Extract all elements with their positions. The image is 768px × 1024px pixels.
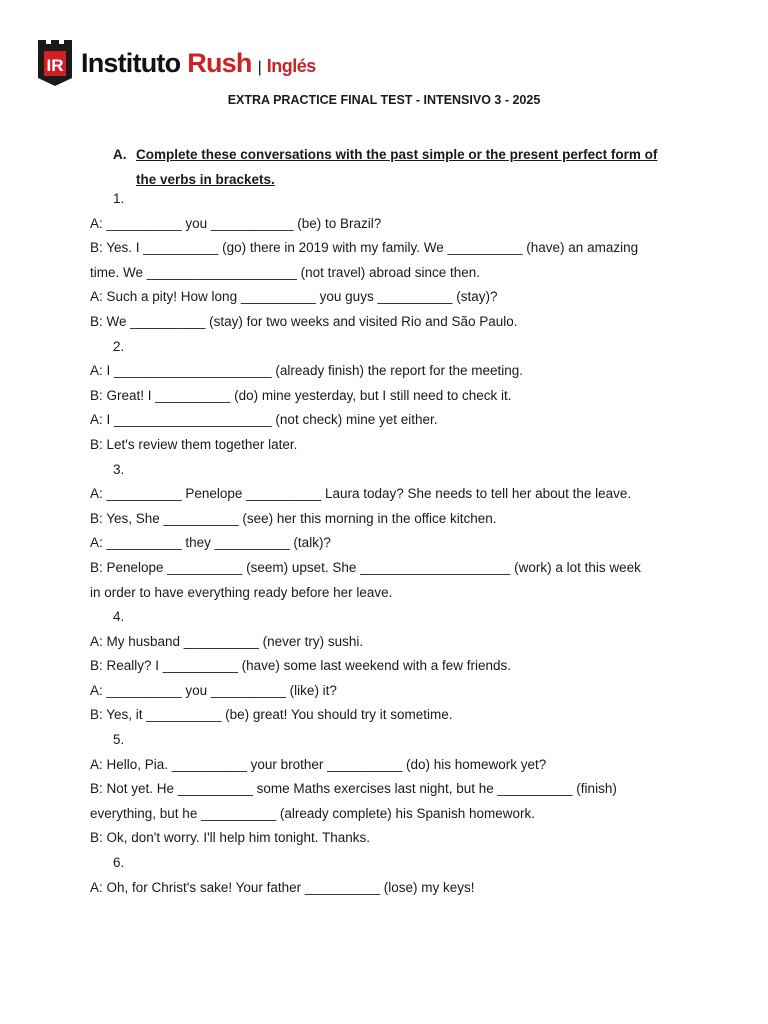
exercise-number: 6.	[113, 855, 125, 871]
dialogue-line: A: My husband __________ (never try) sushi.	[90, 633, 364, 649]
dialogue-line: B: Really? I __________ (have) some last weekend with a few friends.	[90, 658, 511, 674]
exercise-number: 1.	[113, 191, 125, 206]
brand-name: Instituto	[81, 47, 181, 78]
dialogue-line: B: Ok, don't worry. I'll help him tonight. Thanks.	[90, 830, 371, 846]
institute-logo	[38, 40, 72, 86]
dialogue-line: B: Great! I __________ (do) mine yesterday, but I still need to check it.	[90, 387, 512, 403]
section-instruction: Complete these conversations with the past simple or the present perfect form of the verbs in brackets.	[136, 147, 658, 187]
logo-text: IR	[46, 56, 64, 75]
brand	[81, 47, 316, 78]
dialogue-line: B: Let's review them together later.	[90, 436, 298, 452]
exercise-content	[90, 187, 690, 900]
exercise-number: 3.	[113, 461, 125, 477]
dialogue-line: A: I _____________________ (not check) mine yet either.	[90, 412, 438, 428]
brand-separator: |	[257, 58, 262, 76]
dialogue-line: A: Such a pity! How long __________ you guys __________ (stay)?	[90, 289, 498, 305]
dialogue-line: everything, but he __________ (already complete) his Spanish homework.	[90, 805, 536, 821]
dialogue-line: A: __________ they __________ (talk)?	[90, 535, 331, 551]
section-letter: A.	[113, 147, 127, 162]
dialogue-line: B: Penelope __________ (seem) upset. She ____________________ (work) a lot this week	[90, 559, 641, 575]
brand-accent: Rush	[187, 47, 252, 78]
dialogue-line: B: Yes, She __________ (see) her this morning in the office kitchen.	[90, 510, 497, 526]
exercise-number: 2.	[113, 338, 125, 354]
dialogue-line: A: Hello, Pia. __________ your brother __________ (do) his homework yet?	[90, 756, 547, 772]
header	[38, 40, 316, 86]
dialogue-line: B: We __________ (stay) for two weeks and visited Rio and São Paulo.	[90, 313, 518, 329]
exercise-number: 5.	[113, 732, 125, 748]
dialogue-line: A: I _____________________ (already finish) the report for the meeting.	[90, 363, 524, 379]
dialogue-line: A: __________ Penelope __________ Laura today? She needs to tell her about the leave.	[90, 486, 632, 502]
dialogue-line: time. We ____________________ (not travel) abroad since then.	[90, 264, 481, 280]
dialogue-line: B: Yes, it __________ (be) great! You should try it sometime.	[90, 707, 453, 723]
page-title: EXTRA PRACTICE FINAL TEST - INTENSIVO 3 - 2025	[227, 93, 541, 107]
dialogue-line: A: __________ you ___________ (be) to Brazil?	[90, 215, 382, 231]
exercise-number: 4.	[113, 609, 125, 625]
dialogue-line: B: Not yet. He __________ some Maths exercises last night, but he __________ (finish)	[90, 781, 617, 797]
brand-sub: Inglés	[266, 55, 316, 76]
dialogue-line: B: Yes. I __________ (go) there in 2019 with my family. We __________ (have) an amazing	[90, 240, 639, 256]
dialogue-line: A: Oh, for Christ's sake! Your father __________ (lose) my keys!	[90, 879, 475, 895]
dialogue-line: A: __________ you __________ (like) it?	[90, 682, 337, 698]
dialogue-line: in order to have everything ready before her leave.	[90, 584, 393, 600]
section-heading	[113, 142, 713, 192]
